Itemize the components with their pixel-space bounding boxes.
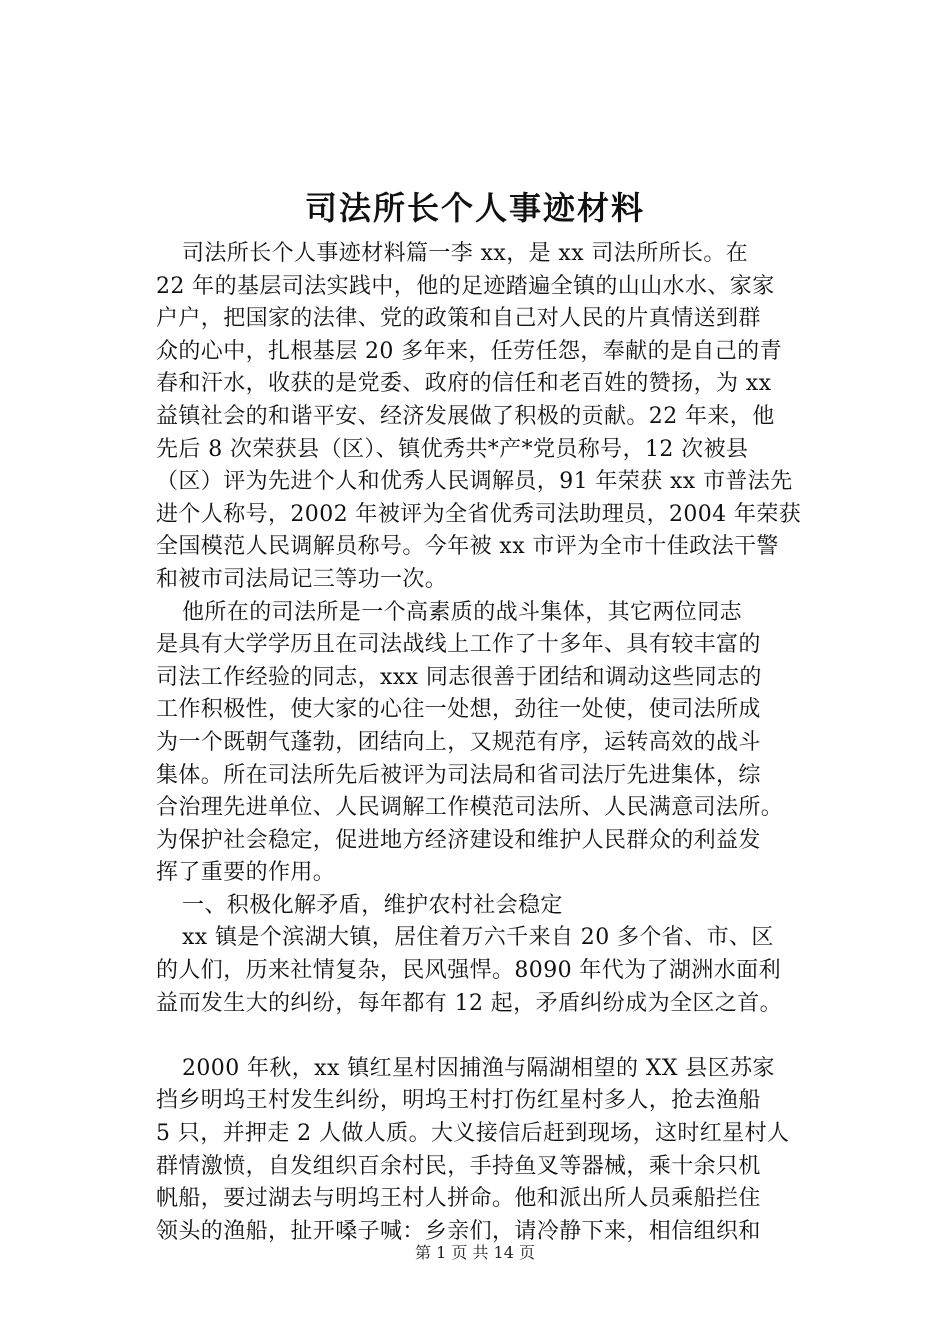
paragraph-line: 2000 年秋，xx 镇红星村因捕渔与隔湖相望的 XX 县区苏家 [182,1055,775,1081]
paragraph-line: 帆船，要过湖去与明坞王村人拼命。他和派出所人员乘船拦住 [156,1186,761,1212]
paragraph-line: 益镇社会的和谐平安、经济发展做了积极的贡献。22 年来，他 [156,403,775,429]
paragraph-line: 为保护社会稳定，促进地方经济建设和维护人民群众的利益发 [156,827,761,853]
paragraph-line: 先后 8 次荣获县（区）、镇优秀共*产*党员称号，12 次被县 [156,436,749,462]
paragraph-line: （区）评为先进个人和优秀人民调解员，91 年荣获 xx 市普法先 [156,469,793,495]
paragraph-line: 益而发生大的纠纷，每年都有 12 起，矛盾纠纷成为全区之首。 [156,990,782,1016]
section-heading: 一、积极化解矛盾，维护农村社会稳定 [182,892,563,918]
paragraph-line: 5 只，并押走 2 人做人质。大义接信后赶到现场，这时红星村人 [156,1121,790,1147]
paragraph-line: 集体。所在司法所先后被评为司法局和省司法厅先进集体，综 [156,762,761,788]
paragraph-line: 挡乡明坞王村发生纠纷，明坞王村打伤红星村多人，抢去渔船 [156,1088,761,1114]
paragraph-line: 全国模范人民调解员称号。今年被 xx 市评为全市十佳政法干警 [156,534,779,560]
paragraph-line: 合治理先进单位、人民调解工作模范司法所、人民满意司法所。 [156,795,784,821]
document-body [156,238,836,1248]
page-number: 第 1 页 共 14 页 [415,1243,535,1262]
paragraph-line: 22 年的基层司法实践中，他的足迹踏遍全镇的山山水水、家家 [156,273,775,299]
document-title: 司法所长个人事迹材料 [304,189,645,227]
paragraph-line: 户户，把国家的法律、党的政策和自己对人民的片真情送到群 [156,306,761,332]
paragraph-line: 春和汗水，收获的是党委、政府的信任和老百姓的赞扬，为 xx [156,371,772,397]
paragraph-gap [156,1020,836,1053]
paragraph-line: 挥了重要的作用。 [156,860,336,886]
paragraph-line: 的人们，历来社情复杂，民风强悍。8090 年代为了湖洲水面利 [156,958,781,984]
paragraph-line: 进个人称号，2002 年被评为全省优秀司法助理员，2004 年荣获 [156,501,802,527]
paragraph-line: xx 镇是个滨湖大镇，居住着万六千来自 20 多个省、市、区 [182,925,774,951]
paragraph-line: 领头的渔船，扯开嗓子喊：乡亲们，请冷静下来，相信组织和 [156,1218,761,1244]
paragraph-line: 他所在的司法所是一个高素质的战斗集体，其它两位同志 [182,599,743,625]
paragraph-line: 是具有大学学历且在司法战线上工作了十多年、具有较丰富的 [156,632,761,658]
paragraph-line: 众的心中，扎根基层 20 多年来，任劳任怨，奉献的是自己的青 [156,338,782,364]
paragraph-line: 工作积极性，使大家的心往一处想，劲往一处使，使司法所成 [156,697,761,723]
paragraph-line: 司法所长个人事迹材料篇一李 xx，是 xx 司法所所长。在 [182,241,749,266]
paragraph-line: 和被市司法局记三等功一次。 [156,566,448,592]
paragraph-line: 司法工作经验的同志，xxx 同志很善于团结和调动这些同志的 [156,664,762,690]
paragraph-line: 群情激愤，自发组织百余村民，手持鱼叉等器械，乘十余只机 [156,1153,761,1179]
paragraph-line: 为一个既朝气蓬勃，团结向上，又规范有序，运转高效的战斗 [156,729,761,755]
